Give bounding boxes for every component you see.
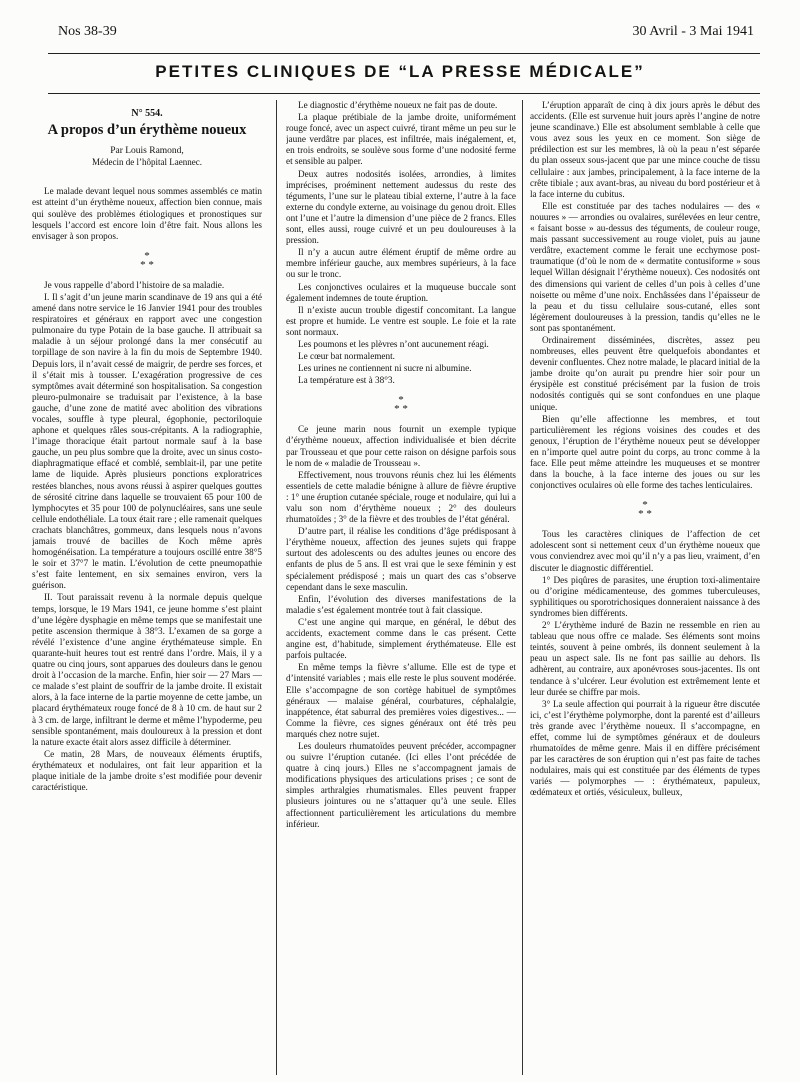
paragraph: Je vous rappelle d’abord l’histoire de sa maladie. [44, 279, 225, 290]
rule-top [48, 53, 760, 54]
paragraph: Il n’y a aucun autre élément éruptif de même ordre au membre inférieur gauche, aux membres supérieurs, à la face ou sur le tronc. [286, 247, 516, 280]
paragraph: Il n’existe aucun trouble digestif concomitant. La langue est propre et humide. Le ventre est souple. Le foie et la rate sont normaux. [286, 304, 516, 337]
paragraph: Le malade devant lequel nous sommes assemblés ce matin est atteint d’un érythème noueux, affection bien connue, mais qui soulève des problèmes étiologiques et pronostiques sur lesquels l’accord est encore loin d’être fait. Nous allons les envisager à son propos. [32, 186, 262, 241]
paragraph: Ce jeune marin nous fournit un exemple typique d’érythème noueux, affection individualisée et bien décrite par Trousseau et que pour cette raison on désigne parfois sous le nom de « maladie de Trousseau ». [286, 424, 516, 468]
section-stars: * * * [638, 499, 652, 521]
paragraph: Ordinairement disséminées, discrètes, assez peu nombreuses, elles peuvent être quelquefois abondantes et devenir confluentes. Chez notre malade, le placard initial de la jambe droite qu’on aurait pu prendre hier soir pour un érysipèle est constitué précisément par la fusion de trois nodosités contiguës qui se sont confondues en une plaque unique. [530, 334, 760, 412]
paragraph: 2° L’érythème induré de Bazin ne ressemble en rien au tableau que nous offre ce malade. Ses éléments sont moins teintés, souvent à peine ombrés, ils donnent seulement à la peau un aspect sale. Ils ne font pas saillie au dehors. Ils adhèrent, au contraire, aux aponévroses sous-jacentes. Ils ont tendance à s’ulcérer. Leur évolution est extrêmement lente et leur durée se chiffre par mois. [530, 620, 760, 697]
article-author: Par Louis Ramond, [110, 146, 184, 157]
section-stars: * * * [394, 394, 408, 416]
column-2 [286, 100, 516, 1075]
paragraph: La température est à 38°3. [298, 375, 395, 386]
paragraph: Les conjonctives oculaires et la muqueuse buccale sont également indemnes de toute éruption. [286, 281, 516, 303]
banner-title: PETITES CLINIQUES DE “LA PRESSE MÉDICALE” [155, 62, 645, 81]
paragraph: En même temps la fièvre s’allume. Elle est de type et d’intensité variables ; mais elle reste le plus souvent modérée. Elle s’accompagne de son cortège habituel de symptômes généraux — malaise général, courbatures, céphalalgie, inappétence, état saburral des premières voies digestives... — Comme la fièvre, ces signes généraux ont été très peu marqués chez notre sujet. [286, 662, 516, 739]
paragraph: L’éruption apparaît de cinq à dix jours après le début des accidents. (Elle est survenue huit jours après l’angine de notre jeune scandinave.) Elle est absolument semblable à celle que vous avez sous les yeux en ce moment. Son siège de prédilection est sur les membres, là où la peau n’est séparée du plan osseux sous-jacent que par une mince couche de tissu cellulaire : aux jambes, principalement, à la face interne de la crête tibiale ; aux avant-bras, au niveau du bord postérieur et à la face interne du cubitus. [530, 100, 760, 199]
column-3 [530, 100, 760, 1075]
paragraph: Tous les caractères cliniques de l’affection de cet adolescent sont si nettement ceux d’un érythème noueux que vous conviendrez avec moi qu’il n’y a pas lieu, vraiment, d’en discuter le diagnostic différentiel. [530, 529, 760, 573]
article-number: N° 554. [131, 108, 163, 119]
paragraph: Ce matin, 28 Mars, de nouveaux éléments éruptifs, érythémateux et nodulaires, ont fait leur apparition et la plaque initiale de la jambe droite s’est modifiée pour devenir caractéristique. [32, 748, 262, 793]
paragraph: II. Tout paraissait revenu à la normale depuis quelque temps, lorsque, le 19 Mars 1941, ce jeune homme s’est plaint d’une légère dysphagie en même temps que se manifestait une petite ascension thermique à 38°3. L’examen de sa gorge a révélé l’existence d’une angine érythémateuse simple. En quarante-huit heures tout est rentré dans l’ordre. Mais, il y a quatre ou cinq jours, sont apparues des douleurs dans le genou droit à l’occasion de la marche. Enfin, hier soir — 27 Mars — ce malade s’est plaint de souffrir de la jambe droite. Il existait alors, à la face interne de la partie moyenne de cette jambe, un placard érythémateux rouge foncé de 8 à 10 cm. de haut sur 2 à 3 cm. de large, infiltrant le derme et même l’hypoderme, peu sensible spontanément, mais douloureux à la pression et dont la nature exacte était alors assez difficile à déterminer. [32, 592, 262, 747]
article-affiliation: Médecin de l’hôpital Laennec. [92, 157, 202, 168]
paragraph: D’autre part, il réalise les conditions d’âge prédisposant à l’érythème noueux, affection des jeunes sujets qui frappe surtout des adolescents ou des adultes jeunes ou encore des enfants de plus de 5 ans. Il est vrai que le sexe féminin y est spécialement prédisposé ; mais un quart des cas s’observe cependant dans le sexe masculin. [286, 526, 516, 592]
paragraph: Enfin, l’évolution des diverses manifestations de la maladie s’est également montrée tout à fait classique. [286, 593, 516, 615]
paragraph: C’est une angine qui marque, en général, le début des accidents, exactement comme dans le cas présent. Cette angine est, d’habitude, simplement érythémateuse. Elle est parfois pultacée. [286, 616, 516, 661]
paragraph: Deux autres nodosités isolées, arrondies, à limites imprécises, proéminent nettement audessus du reste des téguments, l’une sur le plateau tibial externe, l’autre à la face externe du condyle externe, au voisinage du genou droit. Elles ont l’une et l’autre la dimension d’une pièce de 2 francs. Elles sont, elles aussi, rouge cuivré et un peu douloureuses à la pression. [286, 168, 516, 246]
paragraph: 3° La seule affection qui pourrait à la rigueur être discutée ici, c’est l’érythème polymorphe, dont la parenté est d’ailleurs très grande avec l’érythème noueux. Il s’accompagne, en effet, comme lui de symptômes généraux et de douleurs rhumatoïdes de même genre. Mais il en diffère précisément par les caractères de son éruption qui n’est pas faite de taches nodulaires, mais qui est constituée par des éléments de types variés — polymorphes — : érythémateux, papuleux, œdémateux et ortiés, vésiculeux, bulleux, [530, 698, 760, 798]
column-rule-1 [276, 100, 277, 1075]
header-issue: Nos 38-39 [58, 24, 117, 39]
section-stars: * * * [140, 249, 154, 271]
paragraph: I. Il s’agit d’un jeune marin scandinave de 19 ans qui a été amené dans notre service le 16 Janvier 1941 pour des troubles respiratoires et généraux en rapport avec une congestion pulmonaire du type Potain de la base gauche. Il attribuait sa maladie à un séjour prolongé dans la mer consécutif au torpillage de son navire à la fin du mois de Septembre 1940. Depuis lors, il n’avait cessé de maigrir, de perdre ses forces, et il s’était mis à tousser. L’exagération progressive de ces symptômes avait déterminé son hospitalisation. Sa congestion pleuro-pulmonaire se traduisait par l’existence, à la base gauche, d’une zone de matité avec abolition des vibrations vocales, souffle à type pleural, égophonie, pectoriloquie aphone et quelques râles sous-crépitants. A la radiographie, l’image thoracique était partout normale sauf à la base gauche, un peu plus sombre que la droite, avec un sinus costo-diaphragmatique effacé et comblé, semblait-il, par une petite lame de liquide. Après plusieurs ponctions exploratrices restées blanches, nous avons réussi à aspirer quelques gouttes de sérosité citrine dans laquelle se trouvaient 65 pour 100 de lymphocytes et 35 pour 100 de polynucléaires, sans une seule cellule endothéliale. La toux était rare ; elle ramenait quelques crachats blanchâtres, gommeux, dans lesquels nous n’avons jamais trouvé de bacilles de Koch même après homogénéisation. La température a toujours oscillé entre 38°5 le soir et 37°7 le matin. L’évolution de cette pneumopathie s’est faite lentement, en six semaines environ, vers la guérison. [32, 291, 262, 591]
paragraph: Bien qu’elle affectionne les membres, et tout particulièrement les régions voisines des coudes et des genoux, l’éruption de l’érythème noueux peut se développer en n’importe quel autre point du corps, au tronc comme à la face. Elle peut même atteindre les muqueuses et se montrer dans la bouche, à la face interne des joues ou sur les conjonctives oculaires où elle forme des taches lenticulaires. [530, 413, 760, 491]
paragraph: La plaque prétibiale de la jambe droite, uniformément rouge foncé, avec un aspect cuivré, tirant même un peu sur le jaune verdâtre par places, est infiltrée, mais inégalement, et, en trois endroits, se soulève sous forme d’une nodosité ferme et sensible au palper. [286, 112, 516, 167]
article-title: A propos d’un érythème noueux [47, 122, 247, 139]
paragraph: Le cœur bat normalement. [298, 351, 395, 362]
paragraph: Les urines ne contiennent ni sucre ni albumine. [298, 363, 472, 374]
paragraph: Les poumons et les plèvres n’ont aucunement réagi. [298, 338, 489, 349]
paragraph: Effectivement, nous trouvons réunis chez lui les éléments essentiels de cette maladie bénigne à allure de fièvre éruptive : 1° une éruption cutanée spéciale, rouge et nodulaire, qui lui a valu son nom d’érythème noueux ; 2° des douleurs rhumatoïdes ; 3° de la fièvre et des troubles de l’état général. [286, 469, 516, 525]
column-1 [32, 100, 262, 1075]
rule-under-banner [48, 93, 760, 94]
paragraph: 1° Des piqûres de parasites, une éruption toxi-alimentaire ou d’origine médicamenteuse, des gommes tuberculeuses, syphilitiques ou sporotrichosiques donneraient naissance à des syndromes bien différents. [530, 574, 760, 618]
paragraph: Les douleurs rhumatoïdes peuvent précéder, accompagner ou suivre l’éruption cutanée. (Ici elles l’ont précédée de quatre à cinq jours.) Elles ne s’accompagnent jamais de modifications physiques des articulations prises ; ce sont de simples arthralgies rhumatismales. Elles peuvent frapper plusieurs jointures ou ne s’attaquer qu’à une seule. Elles affectionnent particulièrement les articulations du membre inférieur. [286, 740, 516, 829]
header-date: 30 Avril - 3 Mai 1941 [632, 24, 754, 39]
paragraph: Elle est constituée par des taches nodulaires — des « nouures » — arrondies ou ovalaires, surélevées en leur centre, « faisant bosse » au-dessus des téguments, de couleur rouge, mais passant successivement au rouge violet, puis au jaune verdâtre, exactement comme le ferait une ecchymose post-traumatique (d’où le nom de « dermatite contusiforme » sous lequel Willan désignait l’érythème noueux). Ces nodosités ont des dimensions qui varient de celles d’un pois à celles d’une noisette ou même d’une noix. Enchâssées dans l’épaisseur de la peau et du tissu cellulaire sous-cutané, elles sont légèrement douloureuses à la pression, tandis qu’elles ne le sont pas spontanément. [530, 200, 760, 333]
column-rule-2 [522, 100, 523, 1075]
paragraph: Le diagnostic d’érythème noueux ne fait pas de doute. [298, 100, 498, 110]
